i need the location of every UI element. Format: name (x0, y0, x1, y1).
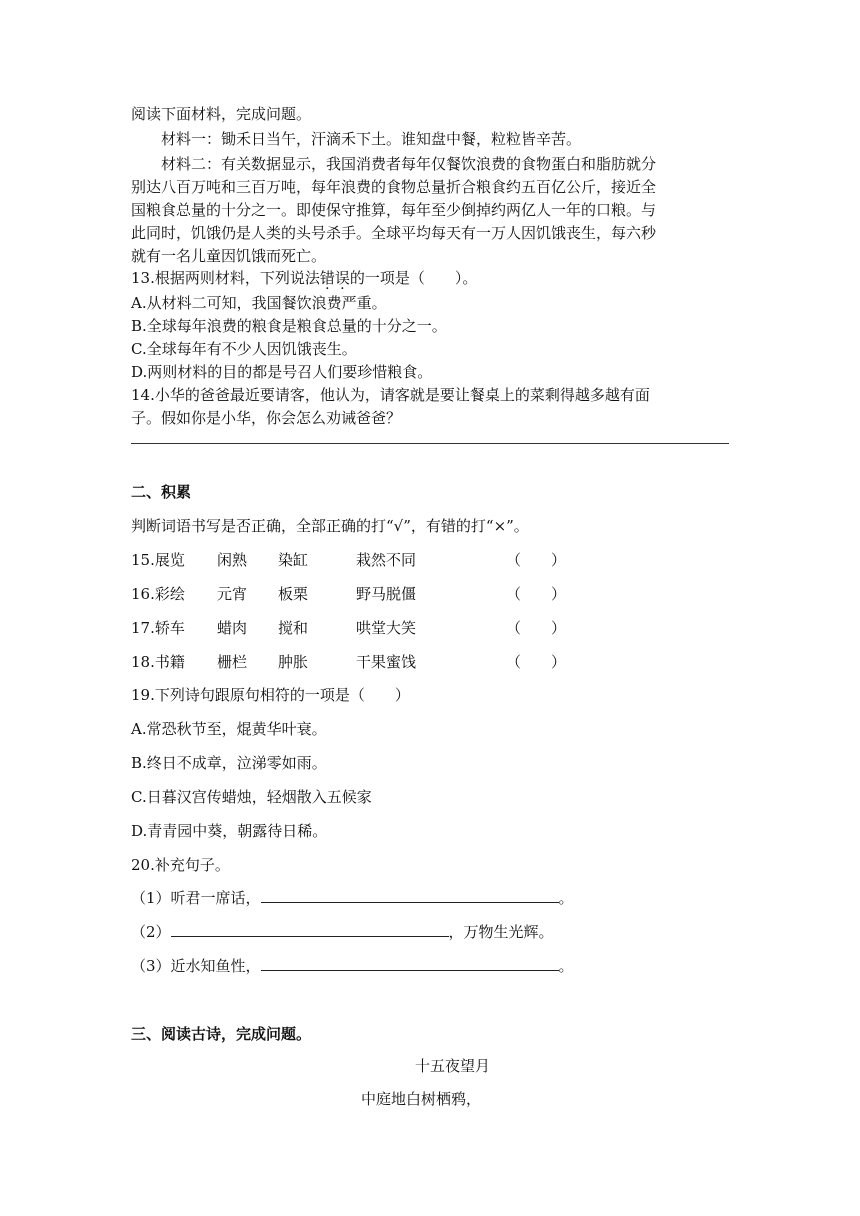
q20-item-3 (131, 956, 574, 976)
q20-item-1-blank[interactable] (261, 888, 559, 903)
word-row-15-answer[interactable]: （ ） (506, 551, 567, 569)
emphasis-char-cuo: 错 (319, 269, 335, 287)
poem-title: 十五夜望月 (415, 1057, 491, 1075)
section-2-instruction: 判断词语书写是否正确，全部正确的打“√”，有错的打“×”。 (131, 517, 529, 535)
question-14-line-2: 子。假如你是小华，你会怎么劝诫爸爸？ (131, 409, 402, 427)
question-13-stem: 13.根据两则材料，下列说法 (131, 269, 320, 287)
q20-item-2-blank[interactable] (171, 922, 449, 937)
answer-line-q14[interactable] (131, 443, 729, 444)
q20-item-1-prefix: （1）听君一席话， (131, 889, 261, 907)
word-row-15-second: 闲熟 (217, 551, 248, 569)
word-row-18-first: 18.书籍 (131, 653, 185, 671)
word-row-17-answer[interactable]: （ ） (506, 619, 567, 637)
word-row-18-answer[interactable]: （ ） (506, 653, 567, 671)
q19-option-d: D.青青园中葵，朝露待日稀。 (131, 822, 328, 840)
section-2-title: 二、积累 (131, 483, 192, 501)
material-two-line-5: 就有一名儿童因饥饿而死亡。 (131, 247, 327, 265)
emphasis-char-wu: 误 (334, 269, 350, 287)
poem-line-1: 中庭地白树栖鸦， (361, 1090, 482, 1108)
material-two-line-3: 国粮食总量的十分之一。即使保守推算，每年至少倒掉约两亿人一年的口粮。与 (131, 201, 657, 219)
q19-option-b: B.终日不成章，泣涕零如雨。 (131, 754, 327, 772)
question-20: 20.补充句子。 (131, 856, 230, 874)
q20-item-3-suffix: 。 (558, 957, 574, 975)
reading-intro: 阅读下面材料，完成问题。 (131, 105, 312, 123)
word-row-17-second: 蜡肉 (217, 619, 248, 637)
material-two-line-2: 别达八百万吨和三百万吨，每年浪费的食物总量折合粮食约五百亿公斤，接近全 (131, 178, 657, 196)
word-row-16-second: 元宵 (217, 585, 248, 603)
question-14-line-1: 14.小华的爸爸最近要请客，他认为，请客就是要让餐桌上的菜剩得越多越有面 (131, 386, 650, 404)
word-row-17-first: 17.轿车 (131, 619, 185, 637)
question-19: 19.下列诗句跟原句相符的一项是（ ） (131, 686, 410, 704)
q19-option-a: A.常恐秋节至，焜黄华叶衰。 (131, 720, 327, 738)
material-two-line-1: 材料二：有关数据显示，我国消费者每年仅餐饮浪费的食物蛋白和脂肪就分 (161, 155, 657, 173)
q20-item-1 (131, 888, 574, 908)
q20-item-3-prefix: （3）近水知鱼性， (131, 957, 261, 975)
q20-item-1-suffix: 。 (558, 889, 574, 907)
question-13-tail: 的一项是（ ）。 (349, 269, 478, 287)
word-row-15-first: 15.展览 (131, 551, 185, 569)
q13-option-d: D.两则材料的目的都是号召人们要珍惜粮食。 (131, 363, 433, 381)
question-13 (131, 268, 477, 288)
word-row-17-third: 搅和 (278, 619, 309, 637)
q13-option-b: B.全球每年浪费的粮食是粮食总量的十分之一。 (131, 317, 447, 335)
word-row-18-fourth: 干果蜜饯 (356, 653, 417, 671)
word-row-16-fourth: 野马脱僵 (356, 585, 417, 603)
q13-option-c: C.全球每年有不少人因饥饿丧生。 (131, 340, 357, 358)
q20-item-2 (131, 922, 554, 942)
word-row-15-fourth: 栽然不同 (356, 551, 417, 569)
section-3-title: 三、阅读古诗，完成问题。 (131, 1025, 312, 1043)
material-one: 材料一：锄禾日当午，汗滴禾下土。谁知盘中餐，粒粒皆辛苦。 (161, 130, 582, 148)
word-row-18-third: 肿胀 (278, 653, 309, 671)
q20-item-3-blank[interactable] (261, 956, 559, 971)
material-two-line-4: 此同时，饥饿仍是人类的头号杀手。全球平均每天有一万人因饥饿丧生，每六秒 (131, 224, 657, 242)
q20-item-2-suffix: ，万物生光辉。 (448, 923, 554, 941)
word-row-16-answer[interactable]: （ ） (506, 585, 567, 603)
word-row-15-third: 染缸 (278, 551, 309, 569)
q19-option-c: C.日暮汉宫传蜡烛，轻烟散入五候家 (131, 788, 372, 806)
q20-item-2-prefix: （2） (131, 923, 171, 941)
q13-option-a: A.从材料二可知，我国餐饮浪费严重。 (131, 294, 387, 312)
word-row-17-fourth: 哄堂大笑 (356, 619, 417, 637)
word-row-16-first: 16.彩绘 (131, 585, 185, 603)
word-row-16-third: 板栗 (278, 585, 309, 603)
word-row-18-second: 栅栏 (217, 653, 248, 671)
